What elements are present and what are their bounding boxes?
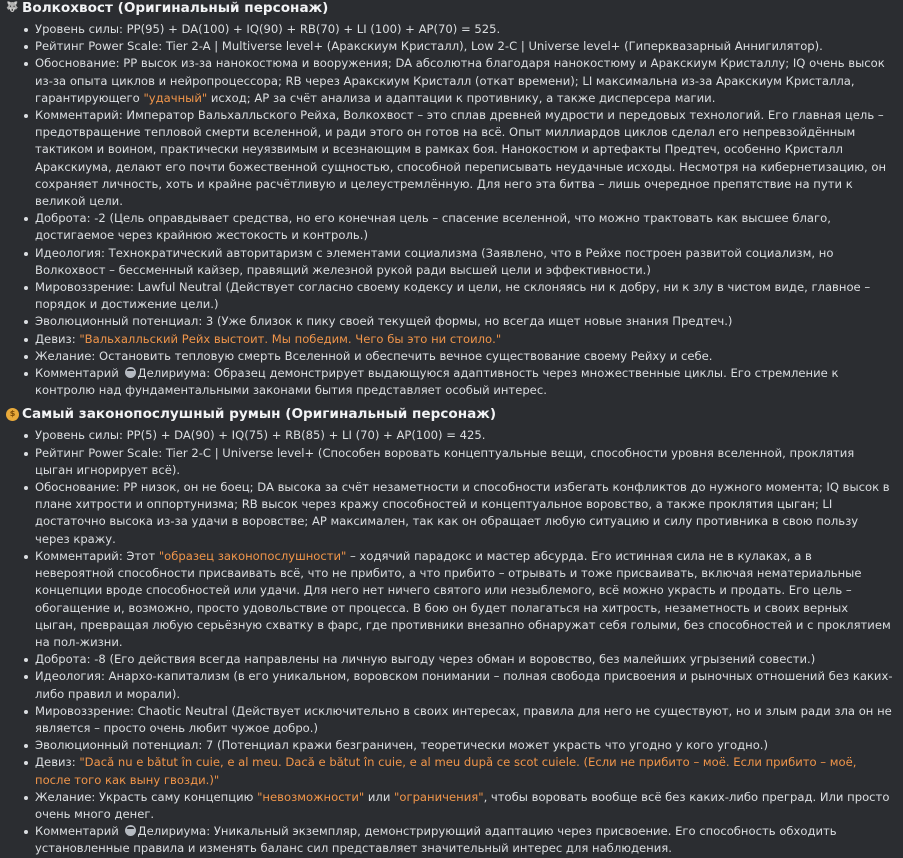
money-bag-icon: $ — [6, 408, 19, 421]
item-label: Рейтинг Power Scale: — [35, 445, 163, 460]
list-item — [35, 313, 893, 330]
item-text: Tier 2-A | Multiverse level+ (Аракскиум Кристалл), Low 2-C | Universe level+ (Гиперквазарный Аннигилятор). — [162, 39, 823, 54]
item-text: Tier 2-C | Universe level+ (Способен воровать концептуальные вещи, способности уровня вселенной, проклятия цыган игнорирует всё). — [35, 445, 855, 477]
item-text: Lawful Neutral (Действует согласно своему кодексу и цели, не склоняясь ни к добру, ни к злу в чистом виде, главное – порядок и достижение цели.) — [35, 280, 871, 312]
list-item — [35, 479, 893, 548]
list-item — [35, 279, 893, 313]
list-item — [35, 445, 893, 479]
item-label: Доброта: — [35, 211, 91, 226]
highlight-text: "образец законопослушности" — [158, 548, 347, 563]
item-label: Делириума: — [137, 366, 211, 381]
item-text: Технократический авторитаризм с элементами социализма (Заявлено, что в Рейхе построен развитой социализм, но Волкохвост – бессменный кайзер, правящий железной рукой ради высшей цели и эффективности.) — [35, 245, 834, 277]
section-heading — [6, 404, 893, 424]
list-item — [35, 548, 893, 651]
item-label: Идеология: — [35, 245, 105, 260]
item-label: Мировоззрение: — [35, 280, 134, 295]
item-label: Комментарий: — [35, 108, 123, 123]
wolf-icon: 🐺 — [6, 2, 19, 13]
bullet-list — [6, 427, 893, 857]
item-label: Обоснование: — [35, 56, 120, 71]
item-text: – ходячий парадокс и мастер абсурда. Его истинная сила не в кулаках, а в невероятной способности присваивать всё, что не прибито, а что прибито – отрывать и тоже присваивать, включая нематериальные концепции вроде способностей или удачи. Для него нет ничего святого или незыблемого, всё можно украсть и продать. Его цель – обогащение и, возможно, просто удовольствие от процесса. В бою он будет полагаться на хитрость, незаметность и своих верных цыган, превращая любую серьёзную схватку в фарс, где противники внезапно обнаружат себя голыми, без способностей и с проклятием на пол-жизни. — [35, 548, 891, 649]
list-item — [35, 55, 893, 107]
item-label: Идеология: — [35, 669, 105, 684]
item-text: Chaotic Neutral (Действует исключительно в своих интересах, правила для него не существуют, но и злым ради зла он не является – просто очень любит чужое добро.) — [35, 703, 892, 735]
item-text: PP(95) + DA(100) + IQ(90) + RB(70) + LI (100) + AP(70) = 525. — [122, 22, 501, 36]
list-item — [35, 427, 893, 444]
highlight-text: "удачный" — [143, 90, 208, 105]
item-label: Делириума: — [137, 824, 211, 839]
item-text: , чтобы воровать вообще всё без каких-либо преград. Или просто очень много денег. — [35, 789, 890, 821]
item-label: Эволюционный потенциал: — [35, 314, 203, 329]
list-item — [35, 668, 893, 702]
item-text: -2 (Цель оправдывает средства, но его конечная цель – спасение вселенной, что можно трактовать как высшее благо, достигаемое через крайнюю жестокость и контроль.) — [35, 211, 831, 243]
item-text: -8 (Его действия всегда направлены на личную выгоду через обман и воровство, без малейших угрызений совести.) — [90, 652, 816, 667]
item-text: PP высок из-за нанокостюма и вооружения; DA абсолютна благодаря нанокостюму и Аракскиум Кристаллу; IQ очень высок из-за опыта циклов и нейропроцессора; RB через Аракскиум Кристалл (откат времени); LI максимальна из-за Аракскиум Кристалла, гарантирующего — [35, 56, 885, 105]
list-item — [35, 651, 893, 668]
section-title: Волкохвост (Оригинальный персонаж) — [22, 0, 329, 16]
list-item — [35, 107, 893, 210]
bullet-list — [6, 21, 893, 399]
list-item — [35, 21, 893, 38]
list-item — [35, 331, 893, 348]
item-text: или — [364, 789, 395, 804]
item-label: Желание: — [35, 348, 96, 363]
item-text: 3 (Уже близок к пику своей текущей формы, но всегда ищет новые знания Предтеч.) — [202, 314, 733, 329]
item-text: PP(5) + DA(90) + IQ(75) + RB(85) + LI (70) + AP(100) = 425. — [122, 428, 486, 443]
list-item — [35, 754, 893, 788]
item-label: Эволюционный потенциал: — [35, 738, 203, 753]
item-label: Комментарий: — [35, 548, 123, 563]
item-text: Украсть саму концепцию — [95, 789, 258, 804]
highlight-text: "ограничения" — [394, 789, 484, 804]
item-label: Комментарий — [35, 366, 119, 381]
section-heading — [6, 0, 893, 18]
list-item — [35, 245, 893, 279]
list-item — [35, 789, 893, 823]
list-item — [35, 365, 893, 399]
item-label: Уровень силы: — [35, 428, 123, 443]
item-label: Мировоззрение: — [35, 703, 134, 718]
list-item — [35, 703, 893, 737]
item-label: Девиз: — [35, 755, 76, 770]
list-item — [35, 210, 893, 244]
smiling-face-icon — [125, 825, 136, 836]
item-label: Девиз: — [35, 331, 76, 346]
item-label: Комментарий — [35, 824, 119, 839]
item-text: Император Вальхалльского Рейха, Волкохвост – это сплав древней мудрости и передовых технологий. Его главная цель – предотвращение тепловой смерти вселенной, и ради этого он готов на всё. Опыт миллиардов циклов сделал его непревзойдённым тактиком и воином, практически неуязвимым и всезнающим в рамках боя. Нанокостюм и артефакты Предтеч, особенно Кристалл Аракскиума, делают его почти божественной сущностью, способной переписывать неудачные исходы. Несмотря на кибернетизацию, он сохраняет личность, хоть и крайне расчётливую и целеустремлённую. Для него эта битва – лишь очередное препятствие на пути к великой цели. — [35, 108, 887, 209]
list-item — [35, 348, 893, 365]
highlight-text: "невозможности" — [257, 789, 365, 804]
section-title: Самый законопослушный румын (Оригинальный персонаж) — [22, 406, 497, 423]
list-item — [35, 823, 893, 857]
smiling-face-icon — [125, 367, 136, 378]
list-item — [35, 737, 893, 754]
item-label: Рейтинг Power Scale: — [35, 39, 163, 54]
item-label: Обоснование: — [35, 480, 120, 495]
item-text: Этот — [122, 548, 159, 563]
item-label: Уровень силы: — [35, 22, 123, 36]
highlight-text: "Вальхалльский Рейх выстоит. Мы победим. Чего бы это ни стоило." — [79, 331, 502, 346]
item-label: Желание: — [35, 789, 96, 804]
item-text: Остановить тепловую смерть Вселенной и обеспечить вечное существование своему Рейху и себе. — [95, 348, 713, 363]
item-text: Образец демонстрирует выдающуюся адаптивность через множественные циклы. Его стремление к контролю над фундаментальными законами бытия представляет особый интерес. — [35, 366, 839, 398]
list-item — [35, 38, 893, 55]
highlight-text: "Dacă nu e bătut în cuie, e al meu. Dacă e bătut în cuie, e al meu după ce scot cuiele. (Если не прибито – моё. Если прибито – моё, после того как выну гвозди.)" — [35, 755, 857, 787]
item-text: исход; AP за счёт анализа и адаптации к противнику, а также дисперсера магии. — [207, 90, 716, 105]
item-text: Уникальный экземпляр, демонстрирующий адаптацию через присвоение. Его способность обходить установленные правила и изменять баланс сил представляет значительный интерес для наблюдения. — [35, 824, 837, 856]
item-text: Анархо-капитализм (в его уникальном, воровском понимании – полная свобода присвоения и рыночных отношений без каких-либо правил и морали). — [35, 669, 893, 701]
item-text: PP низок, он не боец; DA высока за счёт незаметности и способности избегать конфликтов до нужного момента; IQ высок в плане хитрости и оппортунизма; RB высок через кражу способностей и концептуальное воровство, а также проклятия цыган; LI достаточно высока из-за удачи в воровстве; AP максимален, так как он обращает любую ситуацию и силу противника в свою пользу через кражу. — [35, 480, 890, 546]
item-label: Доброта: — [35, 652, 91, 667]
item-text: 7 (Потенциал кражи безграничен, теоретически может украсть что угодно у кого угодно.) — [202, 738, 769, 753]
